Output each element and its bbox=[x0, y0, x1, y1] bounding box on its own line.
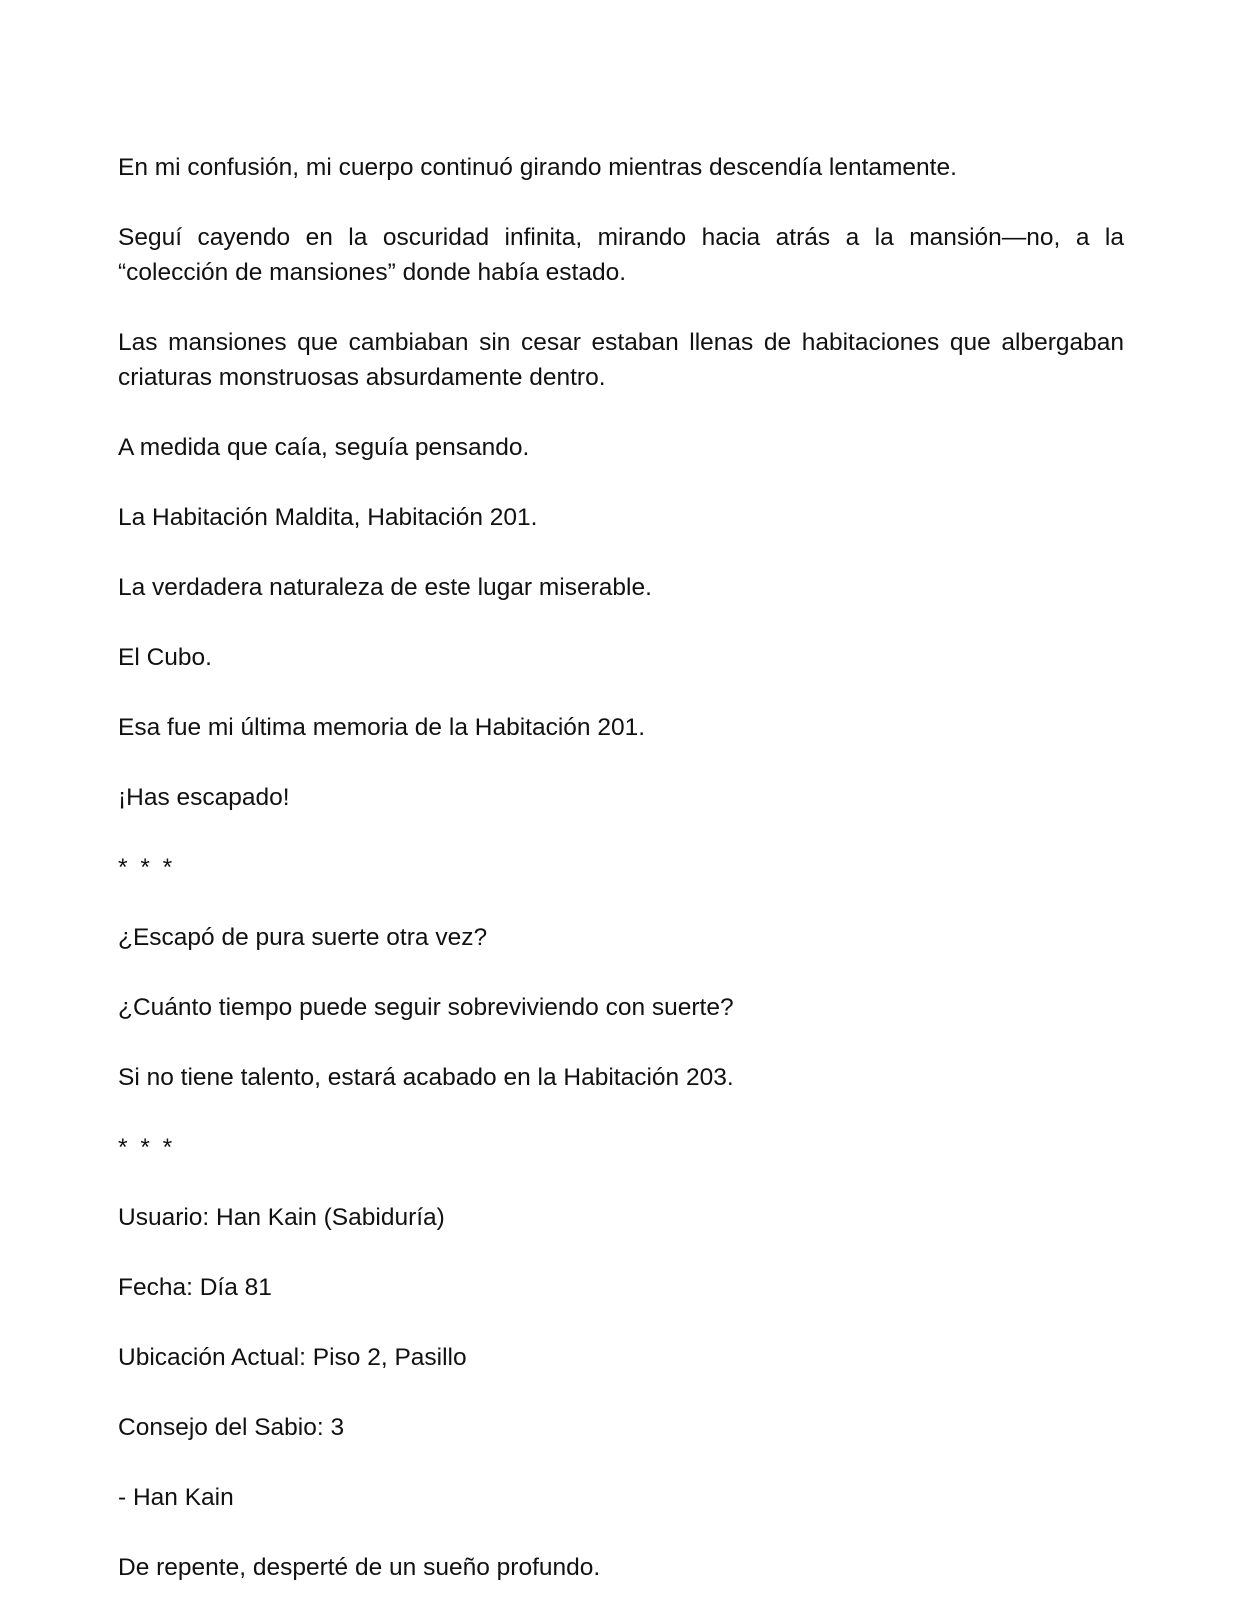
signature-line: - Han Kain bbox=[118, 1484, 234, 1511]
paragraph: Si no tiene talento, estará acabado en la Habitación 203. bbox=[118, 1064, 734, 1091]
paragraph: ¿Cuánto tiempo puede seguir sobreviviendo con suerte? bbox=[118, 994, 734, 1021]
status-location-line: Ubicación Actual: Piso 2, Pasillo bbox=[118, 1344, 467, 1371]
paragraph: ¿Escapó de pura suerte otra vez? bbox=[118, 924, 488, 951]
status-user-line: Usuario: Han Kain (Sabiduría) bbox=[118, 1204, 445, 1231]
paragraph: Seguí cayendo en la oscuridad infinita, mirando hacia atrás a la mansión—no, a la “colección de mansiones” donde había estado. bbox=[118, 224, 1124, 286]
paragraph: En mi confusión, mi cuerpo continuó girando mientras descendía lentamente. bbox=[118, 154, 957, 181]
document-page bbox=[118, 150, 1124, 1620]
status-advice-line: Consejo del Sabio: 3 bbox=[118, 1414, 345, 1441]
paragraph: De repente, desperté de un sueño profundo. bbox=[118, 1554, 601, 1581]
paragraph: A medida que caía, seguía pensando. bbox=[118, 434, 530, 461]
paragraph: La Habitación Maldita, Habitación 201. bbox=[118, 504, 538, 531]
scene-separator: * * * bbox=[118, 1134, 176, 1161]
status-date-line: Fecha: Día 81 bbox=[118, 1274, 272, 1301]
paragraph: Esa fue mi última memoria de la Habitación 201. bbox=[118, 714, 646, 741]
paragraph: Las mansiones que cambiaban sin cesar estaban llenas de habitaciones que albergaban criaturas monstruosas absurdamente dentro. bbox=[118, 329, 1124, 391]
scene-separator: * * * bbox=[118, 854, 176, 881]
paragraph: ¡Has escapado! bbox=[118, 784, 290, 811]
paragraph: La verdadera naturaleza de este lugar miserable. bbox=[118, 574, 652, 601]
paragraph: El Cubo. bbox=[118, 644, 212, 671]
